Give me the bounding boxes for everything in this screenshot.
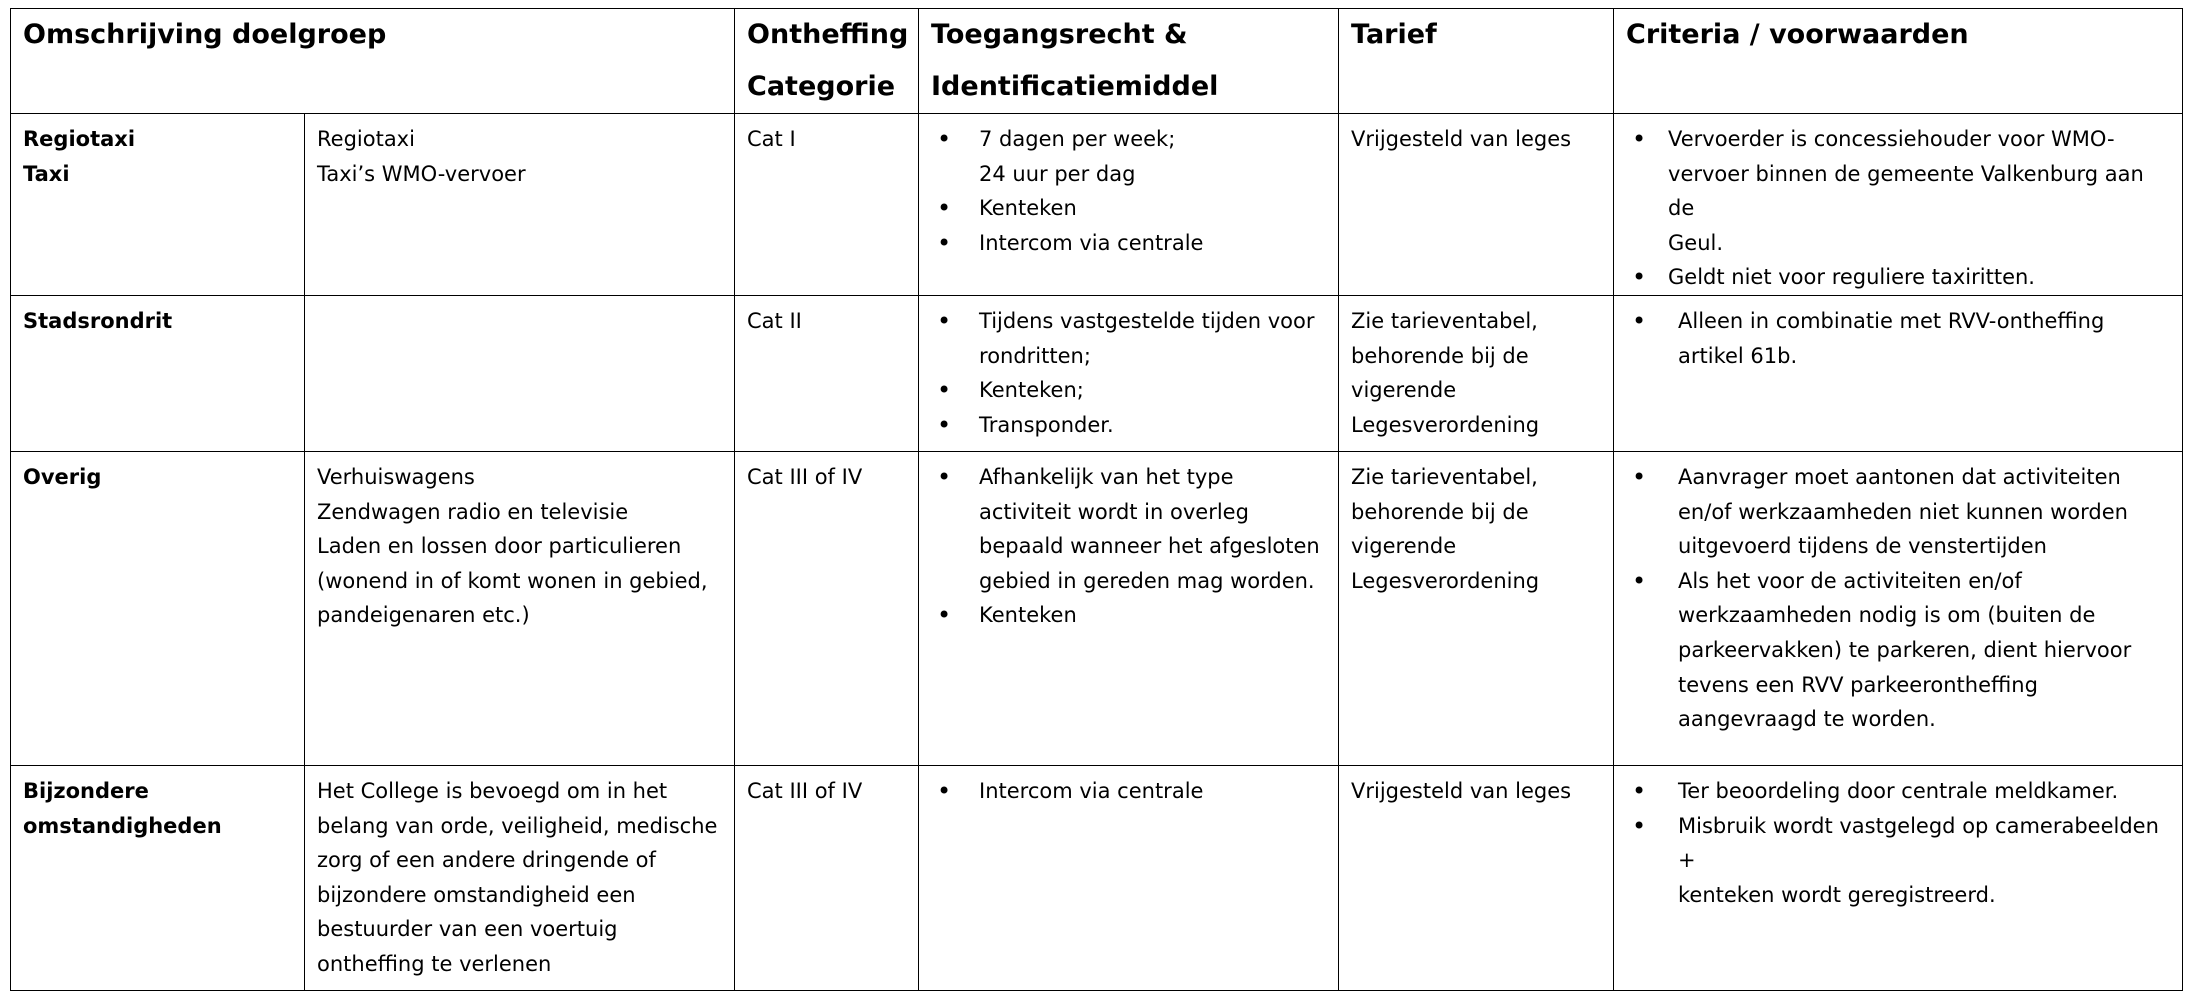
criteria-bullet-text: artikel 61b. bbox=[1678, 343, 1798, 368]
doelgroep-desc-line: bijzondere omstandigheid een bbox=[317, 882, 636, 907]
criteria-bullet-text: parkeervakken) te parkeren, dient hiervoor bbox=[1678, 637, 2132, 662]
toegang-bullet-item bbox=[931, 122, 1326, 191]
criteria-bullet-text: aangevraagd te worden. bbox=[1678, 707, 1936, 732]
toegang-bullet-item bbox=[931, 408, 1326, 443]
doelgroep-desc-line: ontheffing te verlenen bbox=[317, 951, 552, 976]
criteria-bullet-item bbox=[1626, 460, 2170, 564]
doelgroep-name-line: Stadsrondrit bbox=[23, 308, 173, 333]
cell-categorie bbox=[735, 451, 919, 765]
doelgroep-desc-line: Zendwagen radio en televisie bbox=[317, 499, 629, 524]
criteria-bullet-text: werkzaamheden nodig is om (buiten de bbox=[1678, 603, 2096, 628]
criteria-bullet-text: • Ter beoordeling door centrale meldkamer. bbox=[1678, 778, 2119, 803]
toegang-bullet-text: • Intercom via centrale bbox=[979, 778, 1204, 803]
cell-tarief bbox=[1339, 114, 1614, 296]
cell-doelgroep-name bbox=[11, 295, 305, 451]
categorie-text: Cat III of IV bbox=[747, 464, 863, 489]
criteria-bullet-text: • Misbruik wordt vastgelegd op camerabeelden + bbox=[1678, 813, 2159, 873]
toegang-bullet-text: • Kenteken bbox=[979, 196, 1077, 221]
tarief-line: behorende bij de bbox=[1351, 343, 1529, 368]
toegang-bullet-text: • Intercom via centrale bbox=[979, 230, 1204, 255]
header-criteria: Criteria / voorwaarden bbox=[1614, 9, 2183, 114]
cell-criteria bbox=[1614, 451, 2183, 765]
tarief-line: vigerende bbox=[1351, 534, 1457, 559]
toegang-bullet-list bbox=[931, 304, 1326, 442]
cell-categorie bbox=[735, 295, 919, 451]
doelgroep-desc-line: Regiotaxi bbox=[317, 127, 415, 151]
doelgroep-desc-line: Laden en lossen door particulieren bbox=[317, 534, 682, 559]
cell-criteria bbox=[1614, 114, 2183, 296]
doelgroep-desc-line: zorg of een andere dringende of bbox=[317, 848, 656, 873]
criteria-bullet-item bbox=[1626, 564, 2170, 737]
criteria-bullet-list bbox=[1626, 304, 2170, 373]
cell-categorie bbox=[735, 765, 919, 990]
toegang-bullet-text: gebied in gereden mag worden. bbox=[979, 568, 1315, 593]
toegang-bullet-text: • Transponder. bbox=[979, 412, 1114, 437]
cell-tarief bbox=[1339, 765, 1614, 990]
toegang-bullet-item bbox=[931, 460, 1326, 598]
cell-doelgroep-desc bbox=[305, 295, 735, 451]
toegang-bullet-text: bepaald wanneer het afgesloten bbox=[979, 534, 1320, 559]
toegang-bullet-text: • Kenteken bbox=[979, 603, 1077, 628]
criteria-bullet-item bbox=[1626, 122, 2170, 260]
toegang-bullet-item bbox=[931, 598, 1326, 633]
toegang-bullet-text: 24 uur per dag bbox=[979, 161, 1136, 186]
criteria-bullet-item bbox=[1626, 809, 2170, 913]
cell-toegangsrecht bbox=[919, 451, 1339, 765]
header-doelgroep: Omschrijving doelgroep bbox=[11, 9, 735, 114]
toegang-bullet-item bbox=[931, 774, 1326, 809]
criteria-bullet-list bbox=[1626, 774, 2170, 912]
toegang-bullet-text: • Tijdens vastgestelde tijden voor bbox=[979, 308, 1315, 333]
categorie-text: Cat II bbox=[747, 308, 802, 333]
toegang-bullet-list bbox=[931, 122, 1326, 260]
categorie-text: Cat I bbox=[747, 127, 796, 151]
criteria-bullet-text: en/of werkzaamheden niet kunnen worden bbox=[1678, 499, 2128, 524]
criteria-bullet-text: kenteken wordt geregistreerd. bbox=[1678, 882, 1996, 907]
doelgroep-desc-line: Verhuiswagens bbox=[317, 464, 475, 489]
doelgroep-name-line: Bijzondere bbox=[23, 778, 149, 803]
doelgroep-desc-line: Het College is bevoegd om in het bbox=[317, 778, 668, 803]
toegang-bullet-list bbox=[931, 774, 1326, 809]
tarief-line: Zie tarieventabel, bbox=[1351, 464, 1538, 489]
criteria-bullet-list bbox=[1626, 122, 2170, 295]
criteria-bullet-list bbox=[1626, 460, 2170, 737]
toegang-bullet-list bbox=[931, 460, 1326, 633]
criteria-bullet-text: • Alleen in combinatie met RVV-ontheffing bbox=[1678, 308, 2105, 333]
tarief-line: Vrijgesteld van leges bbox=[1351, 778, 1572, 803]
toegang-bullet-item bbox=[931, 226, 1326, 261]
cell-toegangsrecht bbox=[919, 765, 1339, 990]
table-row bbox=[11, 451, 2183, 765]
doelgroep-name-line: Overig bbox=[23, 464, 102, 489]
cell-toegangsrecht bbox=[919, 114, 1339, 296]
toegang-bullet-item bbox=[931, 304, 1326, 373]
cell-doelgroep-desc bbox=[305, 114, 735, 296]
cell-doelgroep-name bbox=[11, 451, 305, 765]
criteria-bullet-text: • Aanvrager moet aantonen dat activiteiten bbox=[1678, 464, 2121, 489]
cell-criteria bbox=[1614, 295, 2183, 451]
doelgroep-name-line: Regiotaxi bbox=[23, 127, 136, 151]
table-row bbox=[11, 765, 2183, 990]
criteria-bullet-item bbox=[1626, 304, 2170, 373]
cell-tarief bbox=[1339, 451, 1614, 765]
tarief-line: Vrijgesteld van leges bbox=[1351, 127, 1572, 151]
doelgroep-desc-line: bestuurder van een voertuig bbox=[317, 917, 618, 942]
criteria-bullet-text: Geul. bbox=[1668, 230, 1724, 255]
criteria-bullet-text: • Als het voor de activiteiten en/of bbox=[1678, 568, 2022, 593]
criteria-bullet-text: uitgevoerd tijdens de venstertijden bbox=[1678, 534, 2047, 559]
doelgroep-desc-line: (wonend in of komt wonen in gebied, bbox=[317, 568, 708, 593]
criteria-bullet-item bbox=[1626, 774, 2170, 809]
toegang-bullet-item bbox=[931, 373, 1326, 408]
criteria-bullet-text: • Vervoerder is concessiehouder voor WMO- bbox=[1668, 127, 2115, 151]
criteria-bullet-text: vervoer binnen de gemeente Valkenburg aan de bbox=[1668, 161, 2144, 221]
tarief-line: Legesverordening bbox=[1351, 412, 1540, 437]
cell-toegangsrecht bbox=[919, 295, 1339, 451]
doelgroep-name-line: Taxi bbox=[23, 161, 70, 186]
doelgroep-desc-line: Taxi’s WMO-vervoer bbox=[317, 161, 526, 186]
criteria-bullet-text: tevens een RVV parkeerontheffing bbox=[1678, 672, 2038, 697]
criteria-bullet-item bbox=[1626, 260, 2170, 295]
cell-tarief bbox=[1339, 295, 1614, 451]
toegang-bullet-text: rondritten; bbox=[979, 343, 1091, 368]
tarief-line: vigerende bbox=[1351, 378, 1457, 403]
tarief-line: Zie tarieventabel, bbox=[1351, 308, 1538, 333]
toegang-bullet-text: • 7 dagen per week; bbox=[979, 127, 1176, 151]
criteria-bullet-text: • Geldt niet voor reguliere taxiritten. bbox=[1668, 265, 2035, 290]
criteria-table bbox=[10, 8, 2183, 991]
toegang-bullet-text: • Afhankelijk van het type bbox=[979, 464, 1234, 489]
header-row bbox=[11, 9, 2183, 114]
doelgroep-desc-line: pandeigenaren etc.) bbox=[317, 603, 530, 628]
toegang-bullet-text: • Kenteken; bbox=[979, 378, 1084, 403]
cell-doelgroep-desc bbox=[305, 765, 735, 990]
tarief-line: Legesverordening bbox=[1351, 568, 1540, 593]
cell-doelgroep-name bbox=[11, 114, 305, 296]
header-tarief: Tarief bbox=[1339, 9, 1614, 114]
categorie-text: Cat III of IV bbox=[747, 778, 863, 803]
cell-doelgroep-desc bbox=[305, 451, 735, 765]
doelgroep-desc-line: belang van orde, veiligheid, medische bbox=[317, 813, 718, 838]
header-toegangsrecht: Toegangsrecht & Identificatiemiddel bbox=[919, 9, 1339, 114]
cell-criteria bbox=[1614, 765, 2183, 990]
tarief-line: behorende bij de bbox=[1351, 499, 1529, 524]
doelgroep-name-line: omstandigheden bbox=[23, 813, 222, 838]
toegang-bullet-text: activiteit wordt in overleg bbox=[979, 499, 1249, 524]
cell-categorie bbox=[735, 114, 919, 296]
table-row bbox=[11, 114, 2183, 296]
table-row bbox=[11, 295, 2183, 451]
toegang-bullet-item bbox=[931, 191, 1326, 226]
cell-doelgroep-name bbox=[11, 765, 305, 990]
header-categorie: Ontheffing Categorie bbox=[735, 9, 919, 114]
